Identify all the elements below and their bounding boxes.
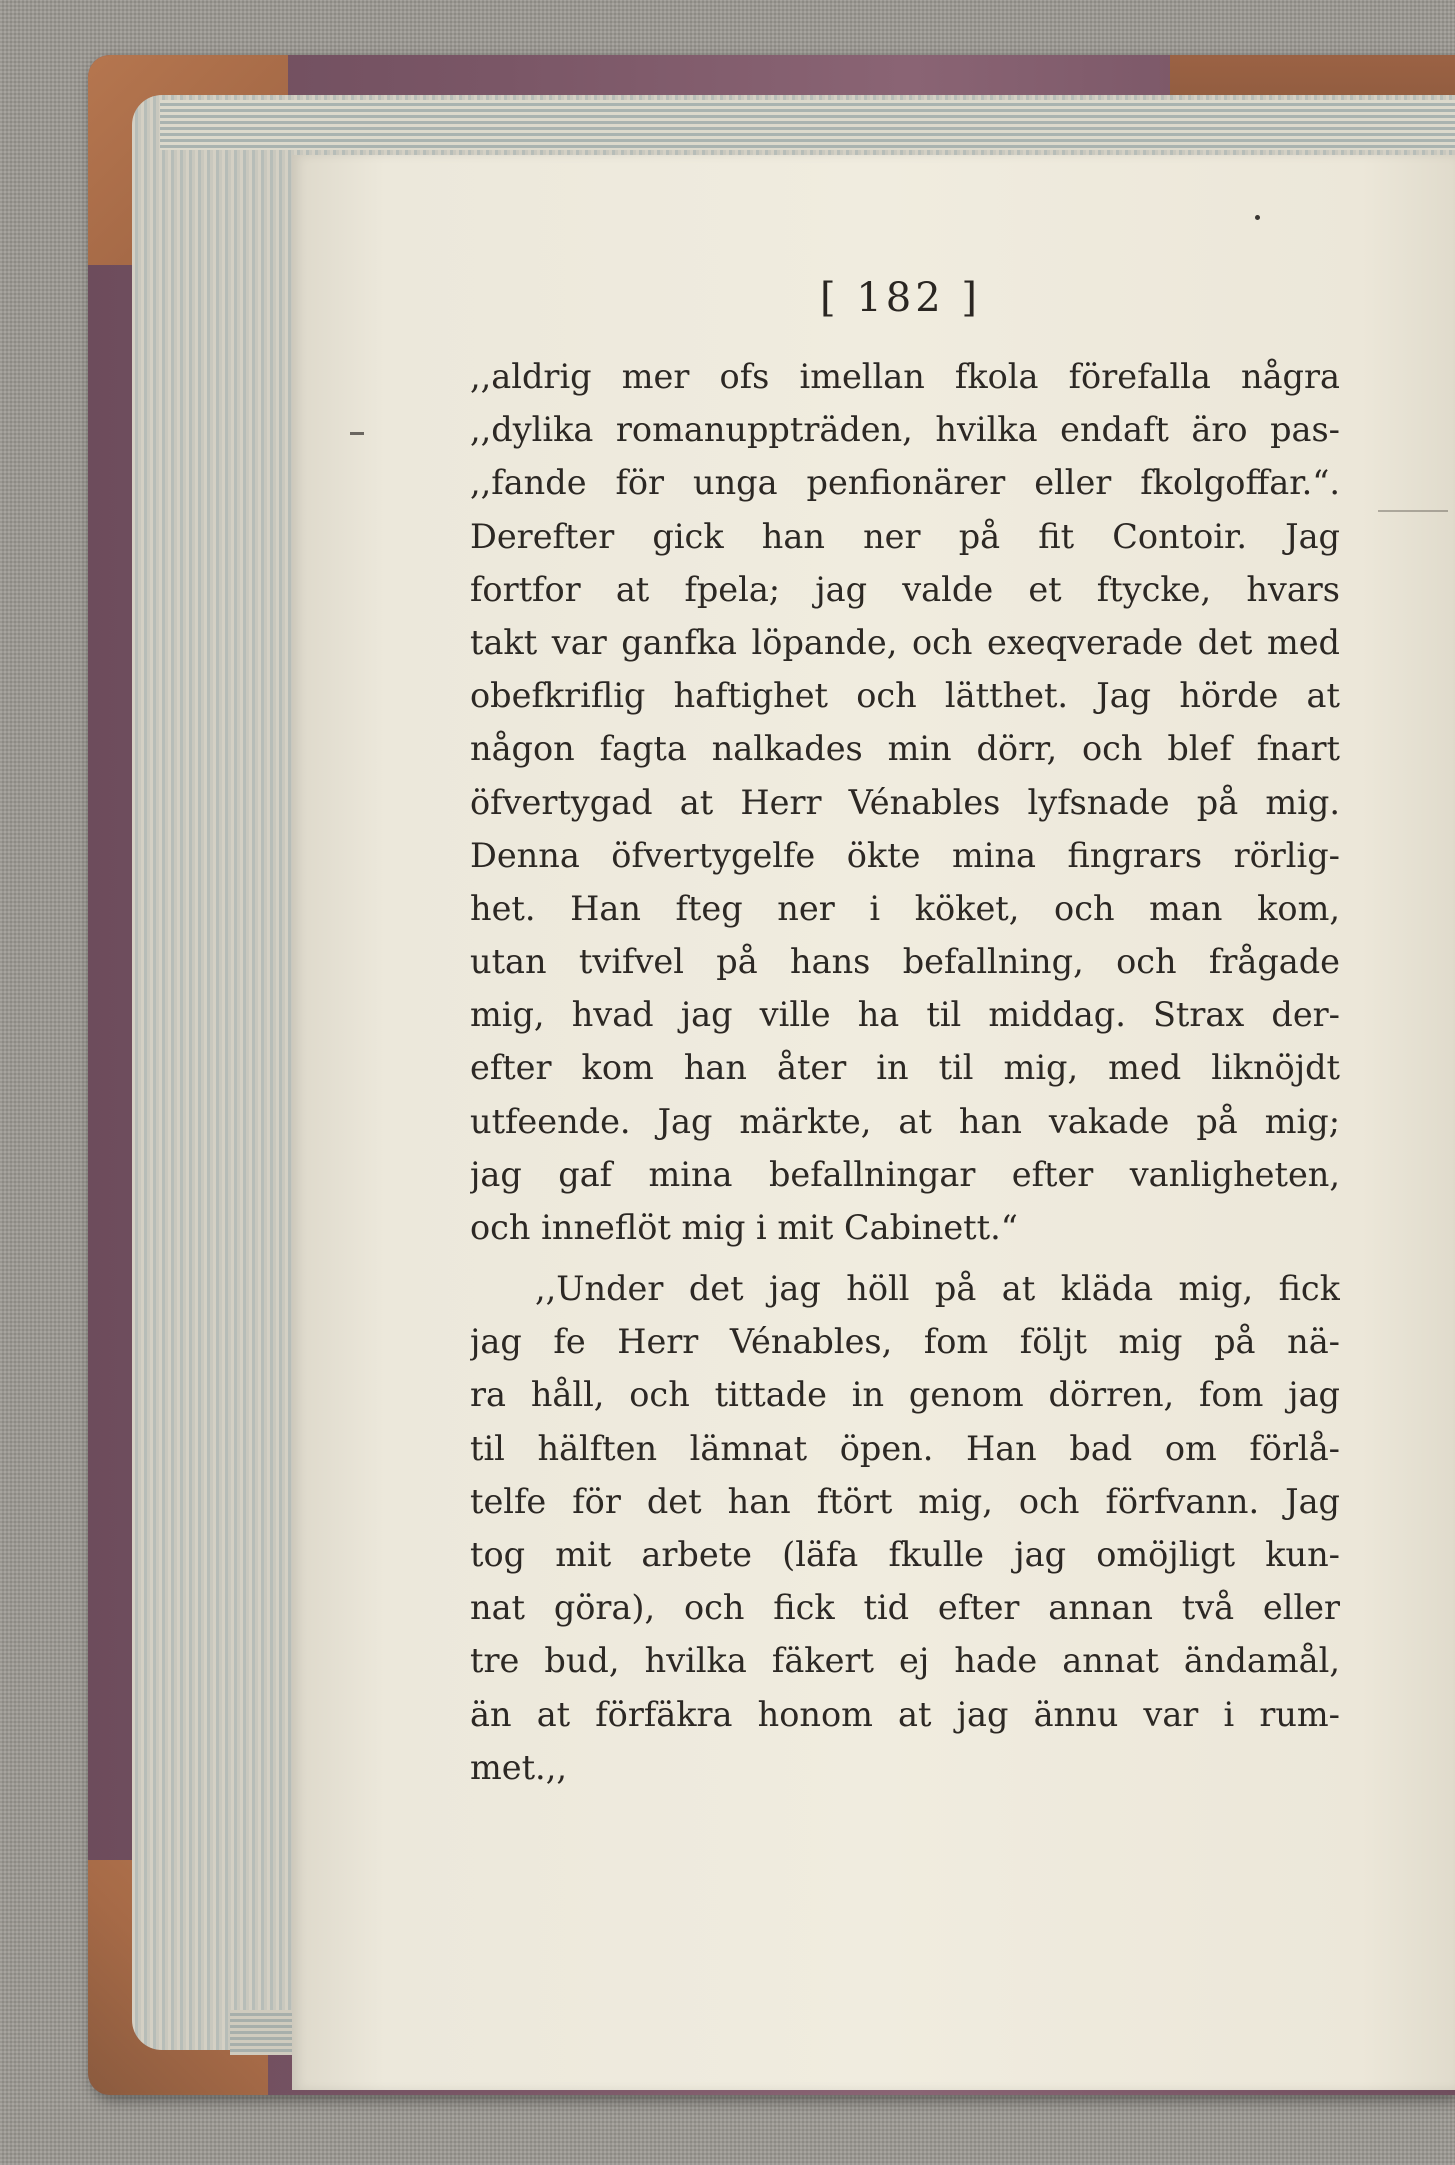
ink-speck [1255, 215, 1260, 220]
paragraph-2 [470, 1262, 1340, 1794]
text-line: takt var ganfka löpande, och exeqverade det med [470, 622, 1340, 662]
text-line: Denna öfvertygelfe ökte mina fingrars rörlig- [470, 835, 1340, 875]
text-line: tre bud, hvilka fäkert ej hade annat ändamål, [470, 1641, 1340, 1681]
paragraph-1 [470, 350, 1340, 1254]
text-line: ,,dylika romanuppträden, hvilka endaft äro pas- [470, 410, 1340, 450]
text-line: utfeende. Jag märkte, at han vakade på mig; [470, 1101, 1340, 1141]
text-line: nat göra), och fick tid efter annan två eller [470, 1588, 1340, 1628]
text-line: ra håll, och tittade in genom dörren, fom jag [470, 1375, 1340, 1415]
text-line: tog mit arbete (läfa fkulle jag omöjligt kun- [470, 1534, 1340, 1574]
text-line: öfvertygad at Herr Vénables lyfsnade på mig. [470, 782, 1340, 822]
text-line: til hälften lämnat öpen. Han bad om förlå- [470, 1428, 1340, 1468]
text-line: telfe för det han ftört mig, och förfvann. Jag [470, 1481, 1340, 1521]
page-number: [ 182 ] [820, 275, 981, 321]
text-line: jag gaf mina befallningar efter vanligheten, [470, 1154, 1340, 1194]
margin-mark [350, 432, 364, 435]
text-line: jag fe Herr Vénables, fom följt mig på nä- [470, 1322, 1340, 1362]
text-line: ,,aldrig mer ofs imellan fkola förefalla några [470, 357, 1340, 396]
text-line: efter kom han åter in til mig, med liknöjdt [470, 1048, 1340, 1088]
text-line: het. Han fteg ner i köket, och man kom, [470, 888, 1340, 928]
text-line: utan tvifvel på hans befallning, och frågade [470, 942, 1340, 982]
text-line: än at förfäkra honom at jag ännu var i rum- [470, 1694, 1340, 1734]
text-line: mig, hvad jag ville ha til middag. Strax der- [470, 995, 1340, 1035]
text-line: och inneflöt mig i mit Cabinett.“ [470, 1208, 1018, 1247]
page-stack-top-edge [160, 100, 1455, 150]
text-line: ,,fande för unga penfionärer eller fkolgoffar.“. [470, 463, 1340, 503]
text-line: obefkriflig haftighet och lätthet. Jag hörde at [470, 676, 1340, 716]
page-edge-mark [1378, 510, 1448, 512]
text-line: någon fagta nalkades min dörr, och blef fnart [470, 729, 1340, 769]
text-line: ,,Under det jag höll på at kläda mig, fick [535, 1269, 1340, 1308]
text-line: Derefter gick han ner på fit Contoir. Jag [470, 516, 1340, 556]
text-line: met.,, [470, 1747, 567, 1787]
text-line: fortfor at fpela; jag valde et ftycke, hvars [470, 569, 1340, 609]
